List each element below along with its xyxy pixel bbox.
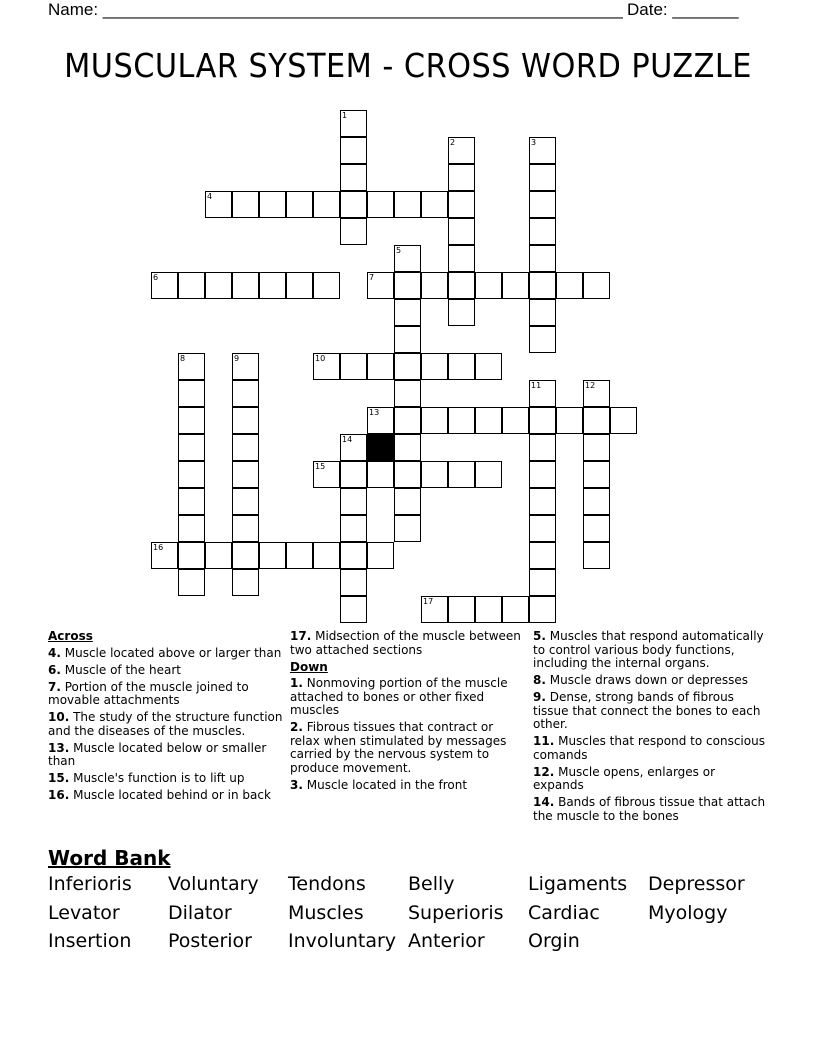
word-bank-word: Levator bbox=[48, 901, 120, 924]
grid-cell[interactable] bbox=[178, 515, 205, 542]
clue-number-label: 10. bbox=[48, 710, 70, 724]
grid-cell[interactable] bbox=[340, 137, 367, 164]
grid-cell[interactable] bbox=[529, 191, 556, 218]
across-heading: Across bbox=[48, 629, 93, 643]
grid-cell[interactable] bbox=[340, 569, 367, 596]
grid-cell[interactable] bbox=[232, 569, 259, 596]
clue-number: 2 bbox=[450, 138, 456, 147]
clue-text: Nonmoving portion of the muscle attached to bones or other fixed muscles bbox=[290, 676, 508, 717]
grid-cell[interactable] bbox=[583, 434, 610, 461]
grid-cell[interactable] bbox=[232, 353, 259, 380]
clue-down bbox=[533, 630, 768, 671]
grid-cell[interactable] bbox=[421, 191, 448, 218]
grid-cell[interactable] bbox=[394, 407, 421, 434]
grid-cell[interactable] bbox=[448, 272, 475, 299]
grid-cell[interactable] bbox=[529, 326, 556, 353]
grid-cell[interactable] bbox=[394, 515, 421, 542]
grid-cell[interactable] bbox=[529, 245, 556, 272]
clue-number: 16 bbox=[153, 543, 164, 552]
clue-number-label: 14. bbox=[533, 795, 555, 809]
clues-column-2 bbox=[290, 630, 525, 796]
clue-across bbox=[48, 681, 283, 708]
grid-cell[interactable] bbox=[475, 272, 502, 299]
clue-across bbox=[48, 711, 283, 738]
grid-cell[interactable] bbox=[448, 191, 475, 218]
grid-cell[interactable] bbox=[394, 353, 421, 380]
grid-cell[interactable] bbox=[448, 596, 475, 623]
grid-cell[interactable] bbox=[178, 461, 205, 488]
grid-cell[interactable] bbox=[394, 380, 421, 407]
grid-cell[interactable] bbox=[529, 164, 556, 191]
clue-across bbox=[48, 772, 283, 786]
grid-cell[interactable] bbox=[367, 191, 394, 218]
clue-number: 8 bbox=[180, 354, 186, 363]
grid-cell[interactable] bbox=[232, 542, 259, 569]
grid-cell[interactable] bbox=[583, 407, 610, 434]
clue-number: 9 bbox=[234, 354, 240, 363]
grid-cell[interactable] bbox=[178, 380, 205, 407]
grid-cell[interactable] bbox=[232, 515, 259, 542]
clue-text: The study of the structure function and the diseases of the muscles. bbox=[48, 710, 283, 738]
grid-cell[interactable] bbox=[394, 434, 421, 461]
grid-cell[interactable] bbox=[448, 164, 475, 191]
grid-cell[interactable] bbox=[448, 353, 475, 380]
clue-number: 17 bbox=[423, 597, 434, 606]
grid-cell[interactable] bbox=[475, 461, 502, 488]
word-bank-word: Dilator bbox=[168, 901, 232, 924]
word-bank bbox=[48, 873, 788, 959]
grid-cell[interactable] bbox=[178, 569, 205, 596]
grid-cell[interactable] bbox=[313, 353, 340, 380]
clue-across bbox=[48, 742, 283, 769]
word-bank-title: Word Bank bbox=[48, 846, 171, 870]
grid-cell[interactable] bbox=[178, 434, 205, 461]
grid-cell[interactable] bbox=[475, 407, 502, 434]
clue-down bbox=[533, 766, 768, 793]
grid-cell[interactable] bbox=[394, 326, 421, 353]
grid-cell[interactable] bbox=[205, 191, 232, 218]
clue-down bbox=[533, 691, 768, 732]
clue-text: Fibrous tissues that contract or relax when stimulated by messages carried by the nervous system to produce movement. bbox=[290, 720, 507, 775]
grid-cell[interactable] bbox=[232, 488, 259, 515]
grid-cell[interactable] bbox=[178, 272, 205, 299]
grid-cell[interactable] bbox=[394, 488, 421, 515]
grid-cell[interactable] bbox=[340, 542, 367, 569]
grid-cell[interactable] bbox=[502, 407, 529, 434]
date-field[interactable]: Date: _______ bbox=[627, 0, 739, 19]
word-bank-word: Depressor bbox=[648, 873, 745, 895]
clue-number-label: 6. bbox=[48, 662, 61, 677]
grid-cell[interactable] bbox=[583, 380, 610, 407]
clue-text: Muscle located above or larger than bbox=[64, 645, 282, 660]
word-bank-word: Voluntary bbox=[168, 873, 259, 895]
clue-number: 7 bbox=[369, 273, 375, 282]
clue-number-label: 16. bbox=[48, 788, 70, 802]
clue-text: Muscles that respond automatically to control various body functions, including the internal organs. bbox=[533, 629, 764, 670]
grid-cell[interactable] bbox=[340, 110, 367, 137]
clue-down bbox=[533, 674, 768, 688]
grid-cell[interactable] bbox=[394, 272, 421, 299]
grid-cell[interactable] bbox=[529, 272, 556, 299]
grid-cell[interactable] bbox=[313, 461, 340, 488]
clue-number-label: 13. bbox=[48, 740, 70, 755]
clue-text: Muscles that respond to conscious comands bbox=[533, 734, 765, 762]
grid-cell[interactable] bbox=[340, 353, 367, 380]
grid-cell[interactable] bbox=[259, 191, 286, 218]
grid-cell[interactable] bbox=[394, 299, 421, 326]
grid-cell[interactable] bbox=[556, 272, 583, 299]
grid-cell[interactable] bbox=[502, 272, 529, 299]
grid-cell[interactable] bbox=[367, 542, 394, 569]
grid-cell[interactable] bbox=[394, 461, 421, 488]
clue-number: 6 bbox=[153, 273, 159, 282]
grid-cell[interactable] bbox=[583, 515, 610, 542]
grid-cell[interactable] bbox=[394, 191, 421, 218]
grid-cell[interactable] bbox=[340, 191, 367, 218]
word-bank-word: Cardiac bbox=[528, 901, 600, 924]
grid-cell[interactable] bbox=[583, 272, 610, 299]
clue-number: 12 bbox=[585, 381, 596, 390]
grid-cell[interactable] bbox=[529, 137, 556, 164]
grid-cell[interactable] bbox=[151, 272, 178, 299]
grid-cell[interactable] bbox=[529, 299, 556, 326]
grid-cell[interactable] bbox=[205, 272, 232, 299]
page-title: MUSCULAR SYSTEM - CROSS WORD PUZZLE bbox=[64, 46, 752, 85]
grid-cell[interactable] bbox=[583, 488, 610, 515]
grid-cell[interactable] bbox=[340, 515, 367, 542]
clue-number-label: 9. bbox=[533, 690, 546, 704]
clue-number-label: 12. bbox=[533, 764, 555, 779]
name-field[interactable]: Name: _______________________________________________________ bbox=[48, 0, 623, 19]
clue-number-label: 3. bbox=[290, 777, 303, 792]
grid-cell[interactable] bbox=[529, 542, 556, 569]
clue-down bbox=[533, 735, 768, 762]
clue-across bbox=[290, 630, 525, 657]
grid-cell[interactable] bbox=[529, 407, 556, 434]
clue-number: 1 bbox=[342, 111, 348, 120]
grid-cell[interactable] bbox=[286, 191, 313, 218]
word-bank-word: Posterior bbox=[168, 930, 252, 952]
grid-cell[interactable] bbox=[232, 380, 259, 407]
grid-cell[interactable] bbox=[475, 353, 502, 380]
grid-cell[interactable] bbox=[286, 542, 313, 569]
grid-cell[interactable] bbox=[529, 569, 556, 596]
clue-number-label: 15. bbox=[48, 771, 70, 785]
clue-text: Midsection of the muscle between two attached sections bbox=[290, 629, 521, 657]
clue-text: Muscle located behind or in back bbox=[73, 788, 271, 802]
clue-number-label: 5. bbox=[533, 629, 546, 643]
clue-number: 10 bbox=[315, 354, 326, 363]
grid-cell[interactable] bbox=[421, 596, 448, 623]
grid-cell[interactable] bbox=[232, 191, 259, 218]
word-bank-word: Involuntary bbox=[288, 930, 397, 952]
grid-cell[interactable] bbox=[178, 353, 205, 380]
word-bank-word: Muscles bbox=[288, 901, 364, 924]
grid-cell[interactable] bbox=[313, 191, 340, 218]
grid-cell[interactable] bbox=[475, 596, 502, 623]
grid-cell[interactable] bbox=[259, 542, 286, 569]
clue-number: 5 bbox=[396, 246, 402, 255]
grid-cell[interactable] bbox=[529, 515, 556, 542]
clue-number-label: 7. bbox=[48, 679, 61, 694]
clue-number-label: 8. bbox=[533, 673, 546, 687]
grid-cell[interactable] bbox=[367, 407, 394, 434]
grid-cell[interactable] bbox=[340, 164, 367, 191]
clue-number: 13 bbox=[369, 408, 380, 417]
grid-cell[interactable] bbox=[340, 488, 367, 515]
grid-cell[interactable] bbox=[178, 488, 205, 515]
grid-cell[interactable] bbox=[448, 461, 475, 488]
grid-cell[interactable] bbox=[421, 272, 448, 299]
grid-cell[interactable] bbox=[313, 272, 340, 299]
grid-cell[interactable] bbox=[529, 596, 556, 623]
clue-number-label: 1. bbox=[290, 676, 303, 690]
word-bank-word: Tendons bbox=[288, 873, 366, 895]
word-bank-word: Inferioris bbox=[48, 873, 132, 895]
black-cell bbox=[367, 434, 394, 461]
grid-cell[interactable] bbox=[583, 461, 610, 488]
grid-cell[interactable] bbox=[529, 488, 556, 515]
grid-cell[interactable] bbox=[583, 542, 610, 569]
grid-cell[interactable] bbox=[340, 434, 367, 461]
grid-cell[interactable] bbox=[556, 407, 583, 434]
clue-across bbox=[48, 789, 283, 803]
grid-cell[interactable] bbox=[232, 407, 259, 434]
grid-cell[interactable] bbox=[367, 461, 394, 488]
grid-cell[interactable] bbox=[232, 272, 259, 299]
word-bank-word: Orgin bbox=[528, 930, 580, 952]
clue-text: Muscle of the heart bbox=[64, 662, 181, 677]
word-bank-word: Anterior bbox=[408, 930, 485, 952]
clue-text: Muscle located in the front bbox=[306, 777, 468, 792]
clue-down bbox=[290, 779, 525, 793]
grid-cell[interactable] bbox=[421, 461, 448, 488]
clue-number: 4 bbox=[207, 192, 213, 201]
clue-across bbox=[48, 647, 283, 661]
clues-column-3 bbox=[533, 630, 768, 827]
clue-text: Muscle draws down or depresses bbox=[549, 673, 748, 687]
grid-cell[interactable] bbox=[529, 461, 556, 488]
grid-cell[interactable] bbox=[178, 407, 205, 434]
clue-down bbox=[290, 721, 525, 775]
grid-cell[interactable] bbox=[421, 353, 448, 380]
grid-cell[interactable] bbox=[448, 137, 475, 164]
grid-cell[interactable] bbox=[232, 434, 259, 461]
word-bank-word: Myology bbox=[648, 901, 728, 924]
grid-cell[interactable] bbox=[232, 461, 259, 488]
grid-cell[interactable] bbox=[394, 245, 421, 272]
grid-cell[interactable] bbox=[367, 272, 394, 299]
clue-text: Muscle's function is to lift up bbox=[73, 771, 245, 785]
clue-number: 3 bbox=[531, 138, 537, 147]
clue-text: Muscle opens, enlarges or expands bbox=[533, 764, 716, 792]
grid-cell[interactable] bbox=[313, 542, 340, 569]
grid-cell[interactable] bbox=[529, 218, 556, 245]
down-heading: Down bbox=[290, 659, 328, 674]
clue-text: Portion of the muscle joined to movable attachments bbox=[48, 679, 249, 707]
word-bank-word: Insertion bbox=[48, 930, 132, 952]
clue-text: Dense, strong bands of fibrous tissue that connect the bones to each other. bbox=[533, 690, 761, 731]
word-bank-word: Ligaments bbox=[528, 873, 628, 895]
grid-cell[interactable] bbox=[448, 218, 475, 245]
clues-column-1 bbox=[48, 630, 283, 806]
grid-cell[interactable] bbox=[367, 353, 394, 380]
grid-cell[interactable] bbox=[448, 245, 475, 272]
clue-text: Bands of fibrous tissue that attach the muscle to the bones bbox=[533, 795, 766, 823]
grid-cell[interactable] bbox=[448, 407, 475, 434]
clue-number: 11 bbox=[531, 381, 542, 390]
clue-number-label: 11. bbox=[533, 734, 555, 748]
clue-down bbox=[533, 796, 768, 823]
grid-cell[interactable] bbox=[340, 461, 367, 488]
clue-number: 15 bbox=[315, 462, 326, 471]
clue-down bbox=[290, 677, 525, 718]
grid-cell[interactable] bbox=[502, 596, 529, 623]
grid-cell[interactable] bbox=[340, 218, 367, 245]
grid-cell[interactable] bbox=[259, 272, 286, 299]
grid-cell[interactable] bbox=[529, 434, 556, 461]
grid-cell[interactable] bbox=[340, 596, 367, 623]
clue-number-label: 17. bbox=[290, 629, 312, 643]
grid-cell[interactable] bbox=[529, 380, 556, 407]
grid-cell[interactable] bbox=[205, 542, 232, 569]
word-bank-word: Superioris bbox=[408, 901, 504, 924]
clue-number-label: 2. bbox=[290, 720, 303, 734]
grid-cell[interactable] bbox=[286, 272, 313, 299]
word-bank-word: Belly bbox=[408, 873, 455, 895]
grid-cell[interactable] bbox=[421, 407, 448, 434]
clue-number: 14 bbox=[342, 435, 353, 444]
grid-cell[interactable] bbox=[151, 542, 178, 569]
clue-text: Muscle located below or smaller than bbox=[48, 740, 267, 768]
clue-number-label: 4. bbox=[48, 645, 61, 660]
grid-cell[interactable] bbox=[448, 299, 475, 326]
clue-across bbox=[48, 664, 283, 678]
grid-cell[interactable] bbox=[610, 407, 637, 434]
grid-cell[interactable] bbox=[178, 542, 205, 569]
